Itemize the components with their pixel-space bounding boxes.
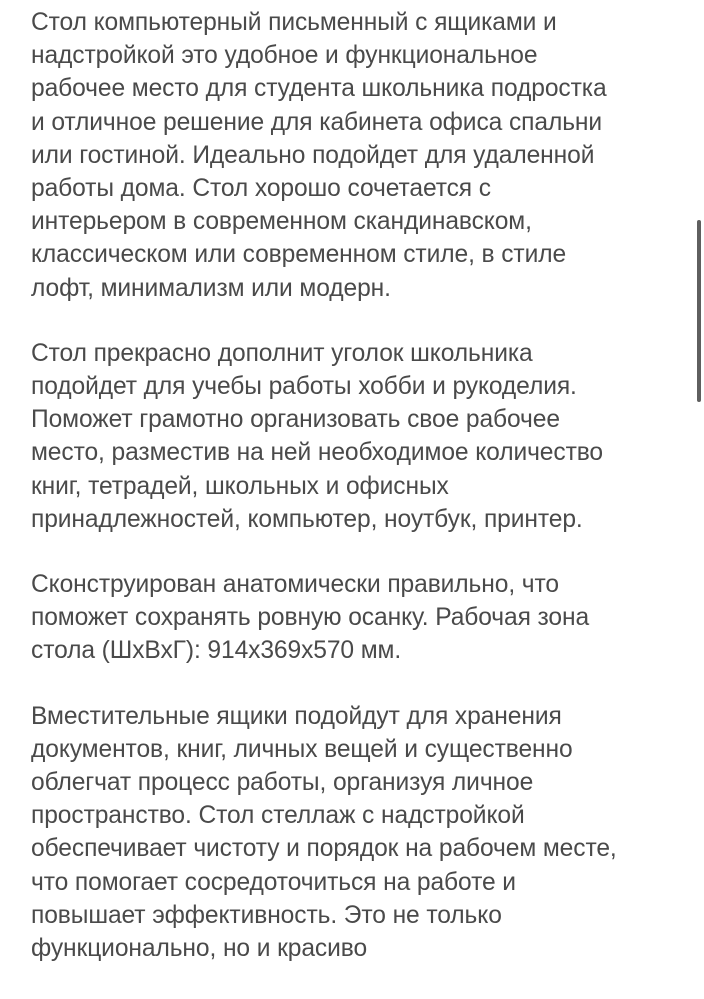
text-line: рабочее место для студента школьника подростка xyxy=(31,75,607,103)
text-line: Вместительные ящики подойдут для хранения xyxy=(31,702,562,730)
text-line: книг, тетрадей, школьных и офисных xyxy=(31,472,449,500)
text-line: поможет сохранять ровную осанку. Рабочая зона xyxy=(31,604,590,632)
description-paragraph xyxy=(31,6,691,305)
text-line: документов, книг, личных вещей и существенно xyxy=(31,735,573,763)
text-line: Стол компьютерный письменный с ящиками и xyxy=(31,9,557,36)
text-line: лофт, минимализм или модерн. xyxy=(31,274,391,302)
scrollbar[interactable] xyxy=(694,0,704,999)
text-line: работы дома. Стол хорошо сочетается с xyxy=(31,175,491,203)
text-line: надстройкой это удобное и функциональное xyxy=(31,42,538,70)
scrollbar-thumb[interactable] xyxy=(697,220,701,402)
text-line: повышает эффективность. Это не только xyxy=(31,901,502,929)
text-line: классическом или современном стиле, в стиле xyxy=(31,241,567,269)
description-paragraph xyxy=(31,568,691,668)
text-line: место, разместив на ней необходимое количество xyxy=(31,439,604,467)
description-paragraph xyxy=(31,700,691,966)
text-line: обеспечивает чистоту и порядок на рабочем месте, xyxy=(31,835,617,863)
text-line: функционально, но и красиво xyxy=(31,935,368,963)
text-line: облегчат процесс работы, организуя личное xyxy=(31,769,534,797)
text-line: и отличное решение для кабинета офиса спальни xyxy=(31,108,603,136)
description-paragraph xyxy=(31,337,691,536)
text-line: подойдет для учебы работы хобби и рукоделия. xyxy=(31,373,577,401)
text-line: или гостиной. Идеально подойдет для удаленной xyxy=(31,141,595,169)
text-line: принадлежностей, компьютер, ноутбук, принтер. xyxy=(31,505,583,533)
text-line: Стол прекрасно дополнит уголок школьника xyxy=(31,339,533,367)
text-line: Сконструирован анатомически правильно, что xyxy=(31,571,559,599)
text-line: пространство. Стол стеллаж с надстройкой xyxy=(31,802,525,830)
text-line: Поможет грамотно организовать свое рабочее xyxy=(31,406,560,434)
text-line: что помогает сосредоточиться на работе и xyxy=(31,868,516,896)
text-line: стола (ШхВхГ): 914х369х570 мм. xyxy=(31,637,402,665)
text-line: интерьером в современном скандинавском, xyxy=(31,208,532,236)
product-description xyxy=(31,6,691,997)
